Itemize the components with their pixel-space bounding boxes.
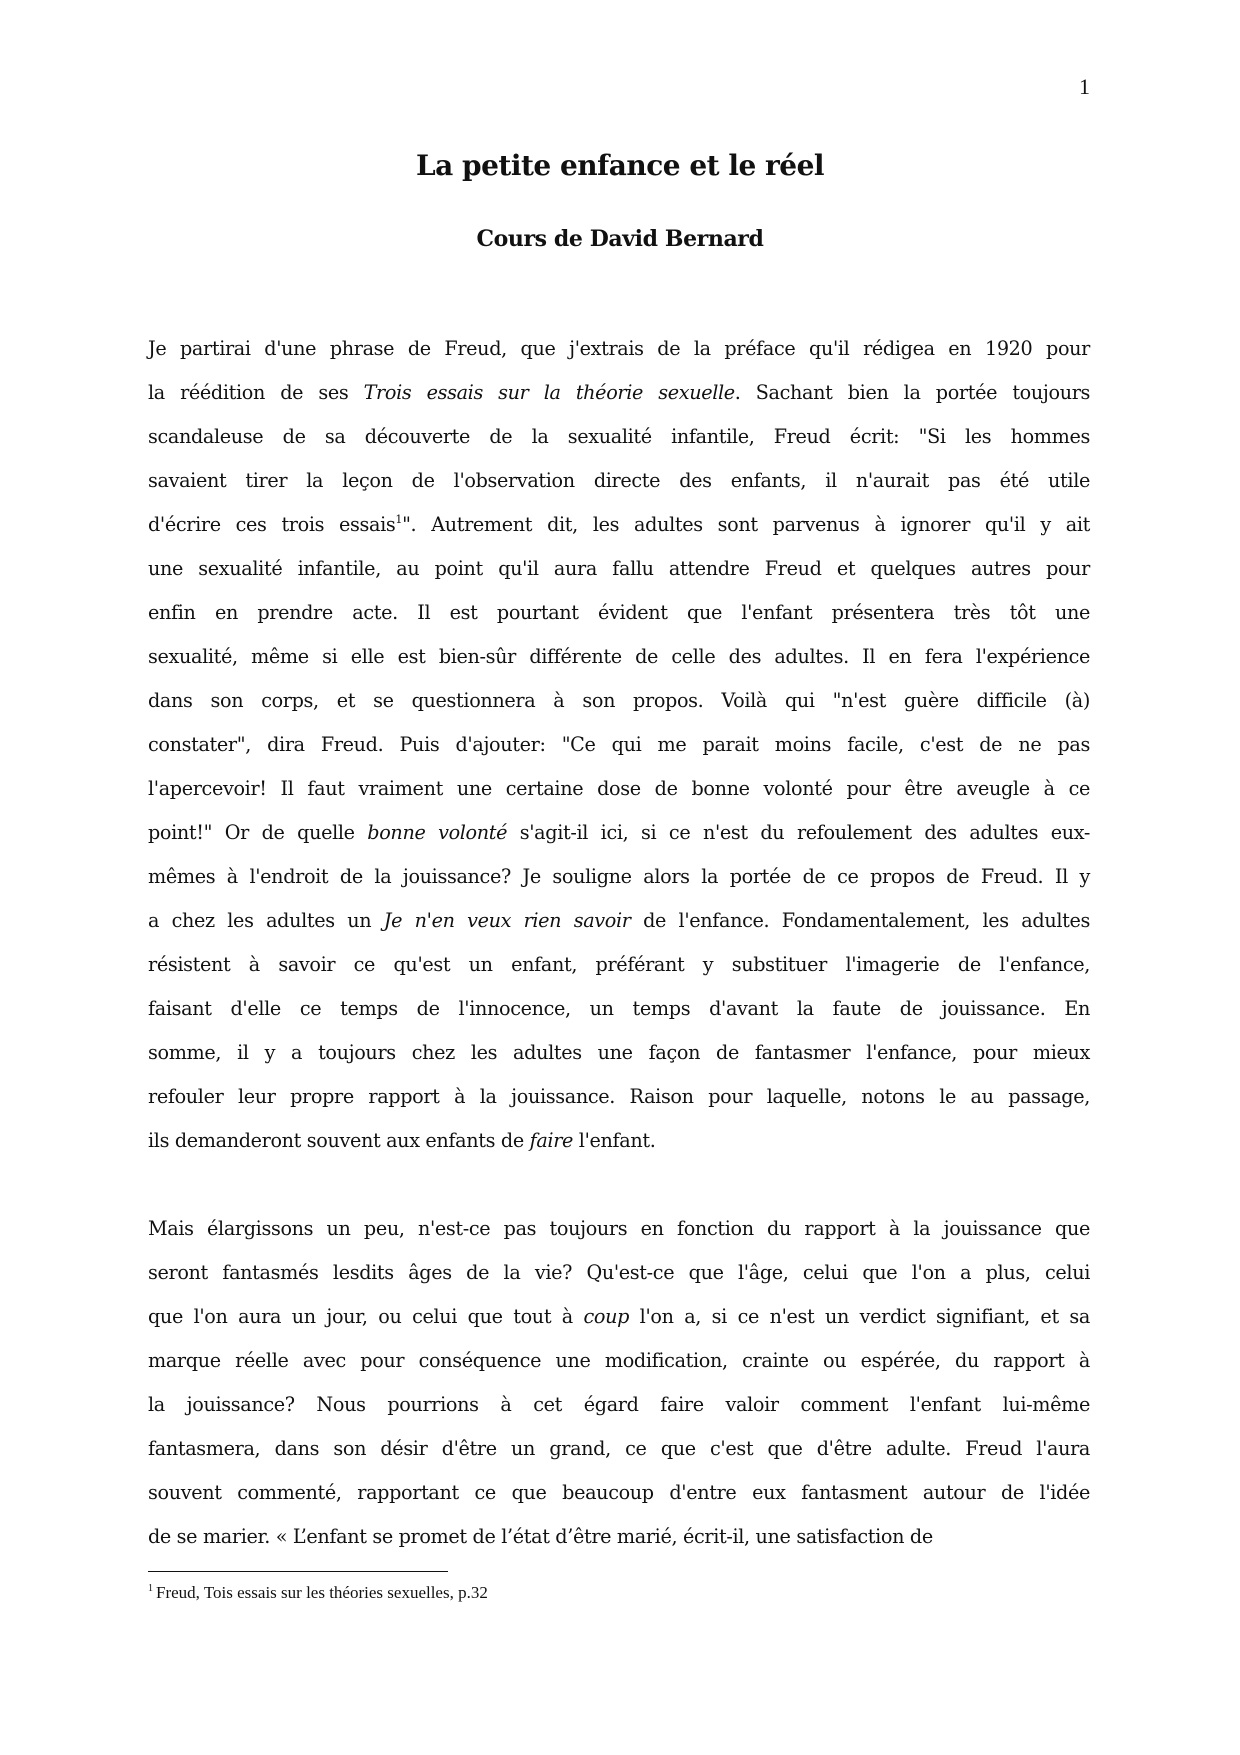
paragraph-1 bbox=[148, 327, 1090, 1163]
text-run: point!" Or de quelle bbox=[148, 821, 368, 844]
paragraph-2 bbox=[148, 1207, 1090, 1559]
text-run: l'enfant. bbox=[573, 1129, 656, 1152]
text-run: faisant d'elle ce temps de l'innocence, un temps d'avant la faute de jouissance. En bbox=[148, 997, 1090, 1020]
text-run: Mais élargissons un peu, n'est-ce pas toujours en fonction du rapport à la jouissance que bbox=[148, 1217, 1090, 1240]
text-line bbox=[148, 327, 1090, 371]
italic-text: bonne volonté bbox=[367, 821, 508, 844]
footnote-1 bbox=[148, 1582, 488, 1604]
text-line bbox=[148, 1251, 1090, 1295]
text-line bbox=[148, 503, 1090, 547]
text-line bbox=[148, 1339, 1090, 1383]
text-run: seront fantasmés lesdits âges de la vie? Qu'est-ce que l'âge, celui que l'on a plus, celui bbox=[148, 1261, 1090, 1284]
text-line bbox=[148, 1295, 1090, 1339]
page-number: 1 bbox=[1079, 74, 1090, 99]
text-run: souvent commenté, rapportant ce que beaucoup d'entre eux fantasment autour de l'idée bbox=[148, 1481, 1090, 1504]
document-subtitle: Cours de David Bernard bbox=[476, 226, 764, 252]
italic-text: Trois essais sur la théorie sexuelle bbox=[363, 381, 735, 404]
text-run: une sexualité infantile, au point qu'il aura fallu attendre Freud et quelques autres pour bbox=[148, 557, 1090, 580]
text-line bbox=[148, 899, 1090, 943]
text-line bbox=[148, 1031, 1090, 1075]
italic-text: faire bbox=[529, 1129, 574, 1152]
text-line bbox=[148, 767, 1090, 811]
text-run: fantasmera, dans son désir d'être un grand, ce que c'est que d'être adulte. Freud l'aura bbox=[148, 1437, 1090, 1460]
text-run: sexualité, même si elle est bien-sûr différente de celle des adultes. Il en fera l'expérience bbox=[148, 645, 1090, 668]
text-line bbox=[148, 1119, 1090, 1163]
text-run: constater", dira Freud. Puis d'ajouter: "Ce qui me parait moins facile, c'est de ne pas bbox=[148, 733, 1090, 756]
text-line bbox=[148, 547, 1090, 591]
text-line bbox=[148, 987, 1090, 1031]
text-run: s'agit-il ici, si ce n'est du refoulement des adultes eux- bbox=[507, 821, 1090, 844]
text-run: marque réelle avec pour conséquence une modification, crainte ou espérée, du rapport à bbox=[148, 1349, 1090, 1372]
text-run: l'on a, si ce n'est un verdict signifiant, et sa bbox=[629, 1305, 1091, 1328]
text-run: savaient tirer la leçon de l'observation directe des enfants, il n'aurait pas été utile bbox=[148, 469, 1090, 492]
footnote-reference: 1 bbox=[395, 513, 403, 526]
text-run: ". Autrement dit, les adultes sont parvenus à ignorer qu'il y ait bbox=[402, 513, 1090, 536]
text-line bbox=[148, 635, 1090, 679]
text-run: refouler leur propre rapport à la jouissance. Raison pour laquelle, notons le au passage, bbox=[148, 1085, 1090, 1108]
footnote-text: Freud, Tois essais sur les théories sexuelles, p.32 bbox=[156, 1583, 488, 1602]
text-line bbox=[148, 591, 1090, 635]
text-run: . Sachant bien la portée toujours bbox=[734, 381, 1091, 404]
text-line bbox=[148, 811, 1090, 855]
text-run: de l'enfance. Fondamentalement, les adultes bbox=[630, 909, 1090, 932]
text-line bbox=[148, 1471, 1090, 1515]
text-run: dans son corps, et se questionnera à son propos. Voilà qui "n'est guère difficile (à) bbox=[148, 689, 1090, 712]
text-line bbox=[148, 415, 1090, 459]
text-line bbox=[148, 1427, 1090, 1471]
text-run: de se marier. « L’enfant se promet de l’état d’être marié, écrit-il, une satisfaction de bbox=[148, 1525, 933, 1548]
document-title: La petite enfance et le réel bbox=[415, 149, 825, 182]
text-line bbox=[148, 371, 1090, 415]
text-run: la réédition de ses bbox=[148, 381, 364, 404]
italic-text: Je n'en veux rien savoir bbox=[383, 909, 631, 932]
text-run: Je partirai d'une phrase de Freud, que j'extrais de la préface qu'il rédigea en 1920 pour bbox=[148, 337, 1090, 360]
text-line bbox=[148, 855, 1090, 899]
text-run: l'apercevoir! Il faut vraiment une certaine dose de bonne volonté pour être aveugle à ce bbox=[148, 777, 1090, 800]
text-line bbox=[148, 1383, 1090, 1427]
footnote-mark: 1 bbox=[148, 1583, 153, 1594]
text-run: mêmes à l'endroit de la jouissance? Je souligne alors la portée de ce propos de Freud. Il y bbox=[148, 865, 1090, 888]
text-run: que l'on aura un jour, ou celui que tout à bbox=[148, 1305, 584, 1328]
text-run: enfin en prendre acte. Il est pourtant évident que l'enfant présentera très tôt une bbox=[148, 601, 1090, 624]
footnote-separator bbox=[148, 1571, 448, 1572]
text-line bbox=[148, 943, 1090, 987]
text-line bbox=[148, 1515, 1090, 1559]
text-run: ils demanderont souvent aux enfants de bbox=[148, 1129, 530, 1152]
text-line bbox=[148, 679, 1090, 723]
text-run: résistent à savoir ce qu'est un enfant, préférant y substituer l'imagerie de l'enfance, bbox=[148, 953, 1090, 976]
text-run: d'écrire ces trois essais bbox=[148, 513, 396, 536]
text-run: a chez les adultes un bbox=[148, 909, 384, 932]
text-run: scandaleuse de sa découverte de la sexualité infantile, Freud écrit: "Si les hommes bbox=[148, 425, 1090, 448]
text-line bbox=[148, 1207, 1090, 1251]
text-line bbox=[148, 1075, 1090, 1119]
text-run: somme, il y a toujours chez les adultes une façon de fantasmer l'enfance, pour mieux bbox=[148, 1041, 1090, 1064]
italic-text: coup bbox=[583, 1305, 630, 1328]
text-line bbox=[148, 459, 1090, 503]
text-line bbox=[148, 723, 1090, 767]
text-run: la jouissance? Nous pourrions à cet égard faire valoir comment l'enfant lui-même bbox=[148, 1393, 1090, 1416]
